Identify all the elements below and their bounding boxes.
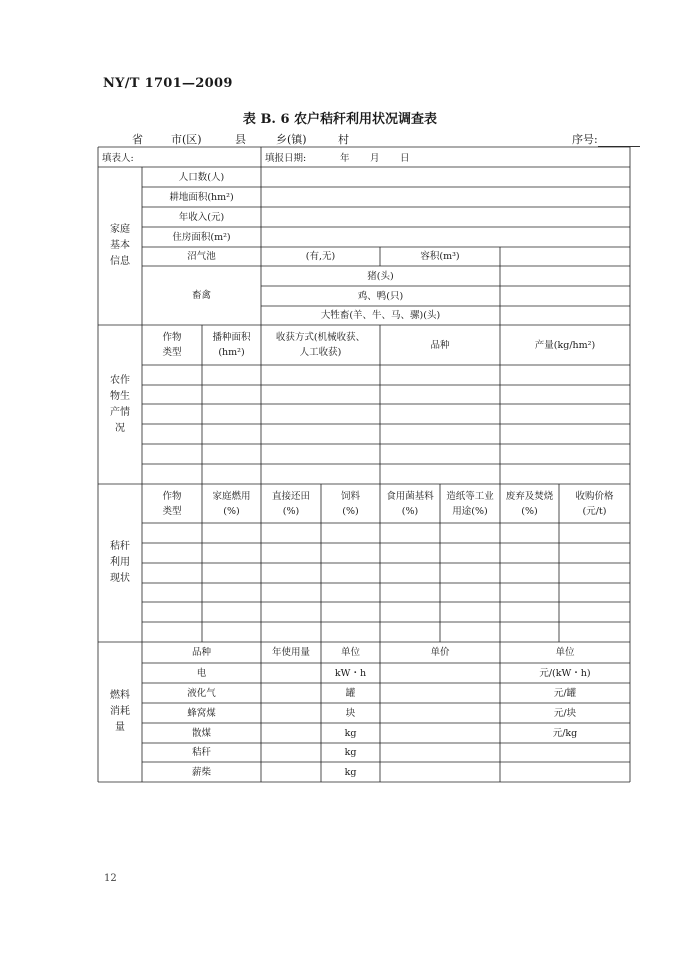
big-animals-label: 大牲畜(羊、牛、马、骡)(头) <box>320 310 441 321</box>
page-number: 12 <box>104 873 117 884</box>
family-section-label: 家庭 基本 信息 <box>110 224 130 267</box>
fuel-row-unit: 罐 <box>345 687 356 699</box>
crop-type-header: 作物 类型 <box>162 332 182 358</box>
fuel-row-price-unit: 元/块 <box>553 707 577 719</box>
town-label: 乡(镇) <box>276 133 307 146</box>
harvest-method-header: 收获方式(机械收获、 人工收获) <box>275 332 366 358</box>
biogas-label: 沼气池 <box>187 251 216 262</box>
mushroom-base-header: 食用菌基料 (%) <box>386 490 434 517</box>
yield-header: 产量(kg/hm²) <box>534 339 596 351</box>
fuel-section-label: 燃料 消耗 量 <box>110 690 130 733</box>
feed-header: 饲料 (%) <box>340 490 360 517</box>
straw-section-label: 秸秆 利用 现状 <box>110 541 130 584</box>
field-return-header: 直接还田 (%) <box>271 490 310 517</box>
crop-variety-header: 品种 <box>430 339 450 351</box>
date-month: 月 <box>370 153 380 164</box>
serial-label: 序号: <box>572 133 598 146</box>
fuel-row-name: 秸秆 <box>191 747 211 758</box>
livestock-label: 畜禽 <box>191 290 211 301</box>
filler-label: 填表人: <box>102 153 134 164</box>
date-label: 填报日期: <box>265 153 307 164</box>
standard-code: NY/T 1701—2009 <box>103 76 233 91</box>
fuel-row-unit: kg <box>344 747 357 758</box>
biogas-volume-label: 容积(m³) <box>420 251 460 262</box>
fuel-row-name: 蜂窝煤 <box>187 707 216 719</box>
county-label: 县 <box>235 133 246 146</box>
pigs-label: 猪(头) <box>367 270 394 282</box>
fuel-row-price-unit: 元/罐 <box>553 687 577 699</box>
biogas-option: (有,无) <box>305 251 336 262</box>
sown-area-header: 播种面积 (hm²) <box>212 332 251 358</box>
unit-price-header: 单价 <box>430 647 450 658</box>
fuel-row-name: 液化气 <box>187 687 216 699</box>
discard-burn-header: 废弃及焚烧 (%) <box>505 490 554 517</box>
province-label: 省 <box>132 133 143 146</box>
farmland-label: 耕地面积(hm²) <box>169 191 234 203</box>
fuel-row-name: 薪柴 <box>191 766 211 778</box>
fuel-row-price-unit: 元/(kW・h) <box>539 667 591 679</box>
housing-label: 住房面积(m²) <box>172 231 231 243</box>
date-day: 日 <box>400 153 410 164</box>
household-fuel-header: 家庭燃用 (%) <box>212 490 251 517</box>
city-label: 市(区) <box>171 133 202 146</box>
poultry-label: 鸡、鸭(只) <box>357 290 404 302</box>
fuel-row-unit: kg <box>344 766 357 778</box>
papermaking-header: 造纸等工业 用途(%) <box>446 490 494 517</box>
fuel-row-name: 电 <box>196 667 207 679</box>
price-unit-header: 单位 <box>555 647 575 658</box>
fuel-row-price-unit: 元/kg <box>552 727 578 739</box>
fuel-row-unit: 块 <box>345 707 356 719</box>
table-title: 表 B. 6 农户秸秆利用状况调查表 <box>242 112 438 127</box>
fuel-variety-header: 品种 <box>191 647 211 658</box>
annual-usage-header: 年使用量 <box>271 647 310 658</box>
purchase-price-header: 收购价格 (元/t) <box>575 490 614 517</box>
fuel-row-name: 散煤 <box>191 727 211 739</box>
fuel-row-unit: kW・h <box>334 667 367 679</box>
date-year: 年 <box>340 153 350 164</box>
fuel-unit-header: 单位 <box>340 647 360 658</box>
fuel-row-unit: kg <box>344 727 357 739</box>
village-label: 村 <box>338 133 349 146</box>
crop-section-label: 农作 物生 产情 况 <box>110 374 130 434</box>
income-label: 年收入(元) <box>178 211 225 223</box>
population-label: 人口数(人) <box>178 171 225 183</box>
straw-crop-type-header: 作物 类型 <box>162 490 182 517</box>
